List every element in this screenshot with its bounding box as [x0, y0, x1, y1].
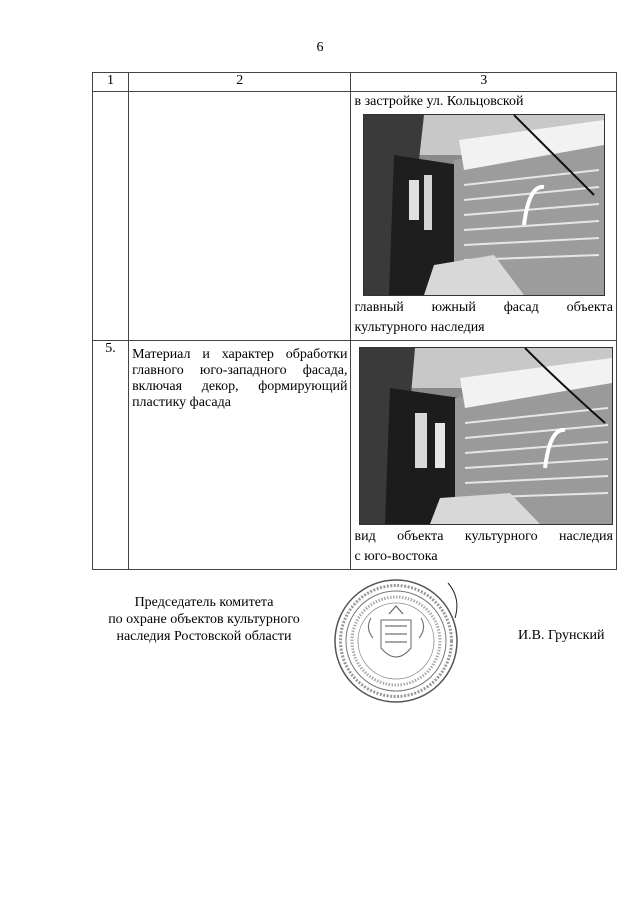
photo-heading: в застройке ул. Кольцовской	[354, 94, 524, 109]
cell-photo	[351, 341, 617, 570]
photo-caption-line2: культурного наследия	[354, 320, 485, 335]
cell-description	[129, 341, 351, 570]
header-col-1: 1	[93, 73, 129, 92]
signatory-title-line3: наследия Ростовской области	[116, 629, 292, 644]
official-seal-icon	[333, 578, 459, 704]
description-line3: включая декор, формирующий	[132, 379, 348, 394]
photo-caption-line1: вид объекта культурного наследия	[354, 529, 613, 544]
table-row-continuation	[93, 92, 617, 341]
description-line1: Материал и характер обработки	[132, 347, 348, 362]
facade-south-photo	[363, 114, 605, 296]
photo-caption-line1: главный южный фасад объекта	[354, 300, 613, 315]
description-line2: главного юго-западного фасада,	[132, 363, 348, 378]
table-row-5	[93, 341, 617, 570]
view-southeast-photo	[359, 347, 613, 525]
cell-photo	[351, 92, 617, 341]
header-col-2: 2	[129, 73, 351, 92]
description-line4: пластику фасада	[132, 395, 231, 410]
table-header-row	[93, 73, 617, 92]
page-number: 6	[316, 40, 324, 55]
signatory-name: И.В. Грунский	[518, 628, 605, 643]
heritage-table	[92, 72, 617, 570]
cell-description-empty	[129, 92, 351, 341]
signatory-title	[98, 594, 310, 645]
cell-number-empty	[93, 92, 129, 341]
header-col-3: 3	[351, 73, 617, 92]
signatory-title-line2: по охране объектов культурного	[108, 612, 300, 627]
signatory-title-line1: Председатель комитета	[134, 595, 274, 610]
photo-caption-line2: с юго-востока	[354, 549, 438, 564]
row-number: 5.	[93, 341, 129, 570]
